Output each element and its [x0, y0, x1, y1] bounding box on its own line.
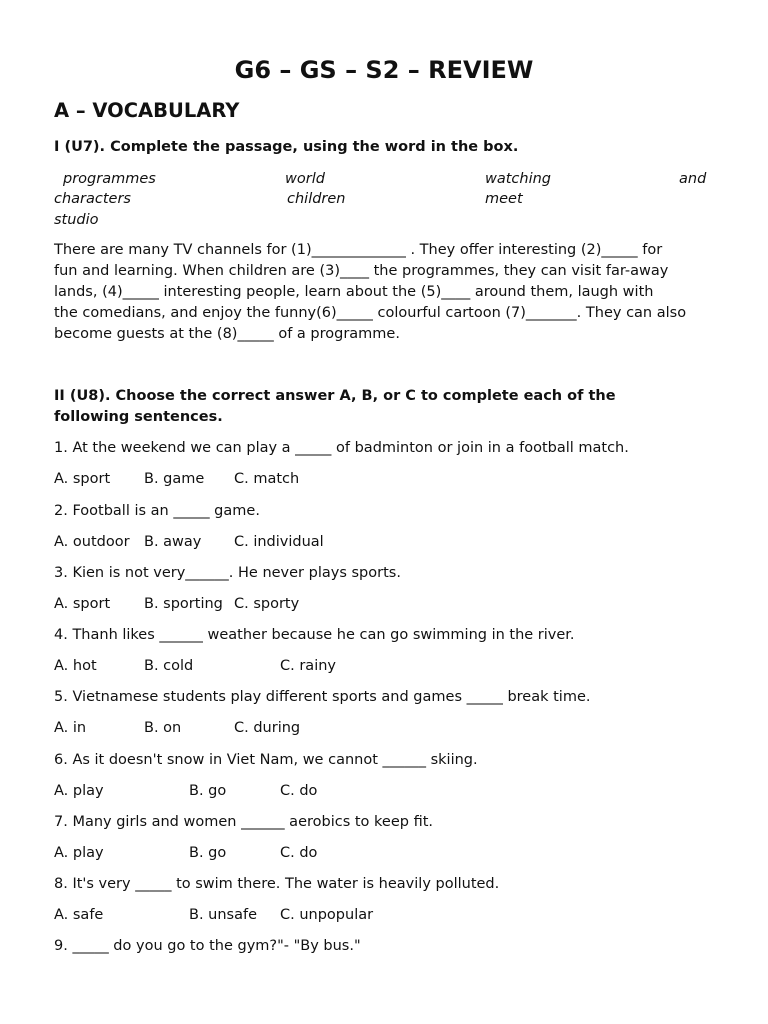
option-b: B. sporting	[144, 596, 223, 612]
option-a: A. play	[54, 783, 104, 799]
option-b: B. cold	[144, 658, 194, 674]
part1-heading: I (U7). Complete the passage, using the word in the box.	[54, 139, 519, 155]
option-b: B. unsafe	[189, 907, 258, 923]
question-text: 5. Vietnamese students play different sports and games _____ break time.	[54, 689, 591, 705]
passage-line: There are many TV channels for (1)_____________ . They offer interesting (2)_____ for	[54, 242, 663, 258]
option-a: A. sport	[54, 596, 111, 612]
box-word: characters	[54, 191, 131, 207]
option-a: A. sport	[54, 471, 111, 487]
option-b: B. go	[189, 845, 227, 861]
box-word: studio	[54, 212, 99, 228]
question-text: 6. As it doesn't snow in Viet Nam, we cannot ______ skiing.	[54, 752, 478, 768]
question-text: 2. Football is an _____ game.	[54, 503, 260, 519]
option-a: A. in	[54, 720, 87, 736]
passage-line: the comedians, and enjoy the funny(6)_____ colourful cartoon (7)_______. They can also	[54, 305, 687, 321]
option-a: A. outdoor	[54, 534, 130, 550]
option-c: C. during	[234, 720, 301, 736]
option-c: C. unpopular	[280, 907, 374, 923]
passage-line: fun and learning. When children are (3)____ the programmes, they can visit far-away	[54, 263, 669, 279]
question-text: 9. _____ do you go to the gym?"- "By bus."	[54, 938, 361, 954]
option-b: B. on	[144, 720, 182, 736]
option-a: A. hot	[54, 658, 97, 674]
option-c: C. individual	[234, 534, 324, 550]
page-title: G6 – GS – S2 – REVIEW	[234, 56, 534, 84]
question-text: 3. Kien is not very______. He never plays sports.	[54, 565, 401, 581]
question-text: 1. At the weekend we can play a _____ of badminton or join in a football match.	[54, 440, 629, 456]
passage-line: become guests at the (8)_____ of a programme.	[54, 326, 400, 342]
question-text: 4. Thanh likes ______ weather because he can go swimming in the river.	[54, 627, 575, 643]
box-word: programmes	[63, 171, 156, 187]
question-text: 8. It's very _____ to swim there. The water is heavily polluted.	[54, 876, 500, 892]
option-c: C. do	[280, 845, 318, 861]
passage	[54, 240, 719, 345]
option-c: C. rainy	[280, 658, 336, 674]
part2-heading-line2: following sentences.	[54, 409, 223, 425]
box-word: world	[285, 171, 325, 187]
option-a: A. safe	[54, 907, 104, 923]
section-a-heading: A – VOCABULARY	[54, 99, 240, 122]
box-word: meet	[485, 191, 523, 207]
option-c: C. sporty	[234, 596, 300, 612]
option-c: C. match	[234, 471, 300, 487]
option-b: B. game	[144, 471, 205, 487]
passage-line: lands, (4)_____ interesting people, learn about the (5)____ around them, laugh with	[54, 284, 654, 300]
option-c: C. do	[280, 783, 318, 799]
box-word: and	[679, 171, 707, 187]
box-word: children	[287, 191, 346, 207]
option-b: B. go	[189, 783, 227, 799]
option-a: A. play	[54, 845, 104, 861]
option-b: B. away	[144, 534, 202, 550]
box-word: watching	[485, 171, 552, 187]
part2-heading-line1: II (U8). Choose the correct answer A, B, or C to complete each of the	[54, 388, 616, 404]
question-text: 7. Many girls and women ______ aerobics to keep fit.	[54, 814, 433, 830]
